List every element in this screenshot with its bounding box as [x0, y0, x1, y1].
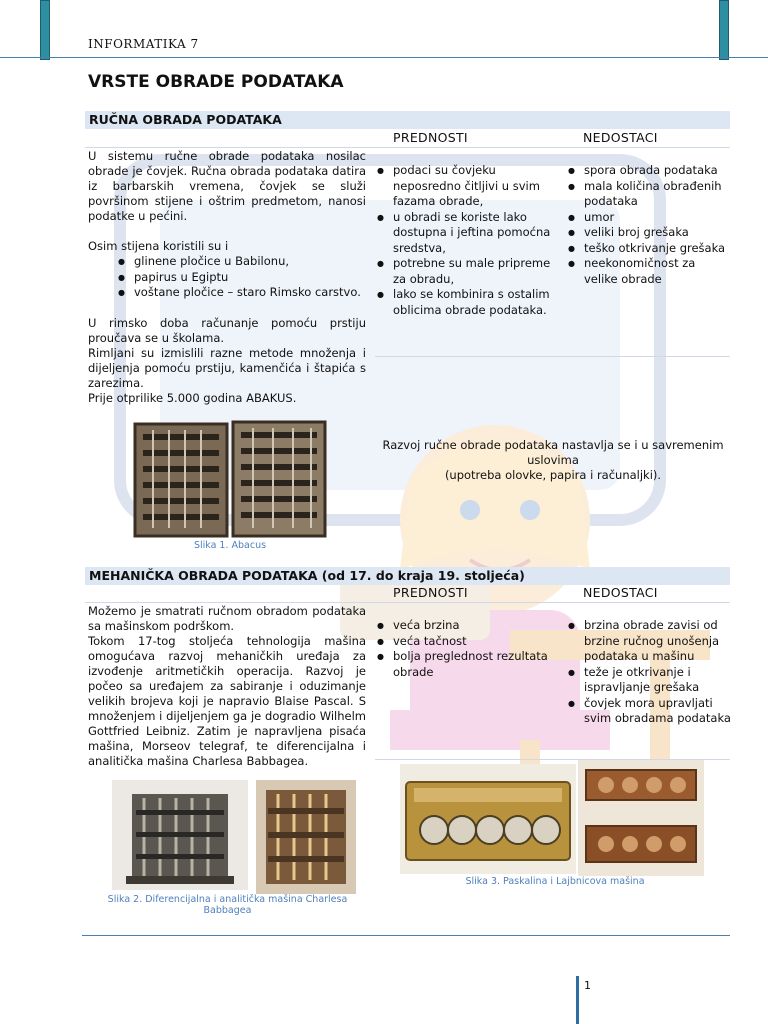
- section-manual-heading: RUČNA OBRADA PODATAKA: [89, 112, 282, 127]
- list-item: ● brzina obrade zavisi od brzine ručnog unošenja podataka u mašinu: [584, 618, 731, 665]
- manual-cons-heading: NEDOSTACI: [583, 130, 658, 145]
- list-item: ● teže je otkrivanje i ispravljanje grešaka: [584, 665, 731, 696]
- list-item: ● umor: [584, 210, 731, 226]
- mechanical-cons-heading: NEDOSTACI: [583, 585, 658, 600]
- list-item: ● u obradi se koriste lako dostupna i jeftina pomoćna sredstva,: [393, 210, 555, 257]
- manual-text-column: [88, 149, 366, 406]
- manual-abakus: Prije otprilike 5.000 godina ABAKUS.: [88, 390, 297, 405]
- list-item: ● potrebne su male pripreme za obradu,: [393, 256, 555, 287]
- mechanical-cons-list: [566, 618, 731, 727]
- leibniz-machine-image: [578, 760, 704, 876]
- manual-note: [378, 438, 728, 483]
- manual-fingers: U rimsko doba računanje pomoću prstiju proučava se u školama.: [88, 315, 366, 345]
- list-item: ● veća tačnost: [393, 634, 555, 650]
- caption-babbage: Slika 2. Diferencijalna i analitička mašina Charlesa Babbagea: [107, 894, 348, 916]
- running-header: INFORMATIKA 7: [88, 37, 199, 51]
- footer-rule: [82, 935, 730, 936]
- caption-pascaline: Slika 3. Paskalina i Lajbnicova mašina: [465, 876, 645, 887]
- manual-pros-list: [375, 163, 555, 318]
- mechanical-header-rule: [85, 602, 730, 603]
- manual-cons-list: [566, 163, 731, 287]
- list-item: ● veliki broj grešaka: [584, 225, 731, 241]
- list-item: ● papirus u Egiptu: [134, 270, 366, 286]
- header-rule: [0, 57, 768, 58]
- manual-intro: U sistemu ručne obrade podataka nosilac obrade je čovjek. Ručna obrada podataka datira iz barbarskih vremena, čovjek se služi površinom stijene i oštrim predmetom, nanosi podatke u pećini.: [88, 149, 366, 223]
- mechanical-pros-heading: PREDNOSTI: [393, 585, 468, 600]
- list-item: ● glinene pločice u Babilonu,: [134, 254, 366, 270]
- manual-note-line1: Razvoj ručne obrade podataka nastavlja se i u savremenim uslovima: [382, 438, 724, 467]
- page-number: 1: [584, 979, 591, 992]
- page-number-bar: [576, 976, 579, 1024]
- list-item: ● neekonomičnost za velike obrade: [584, 256, 731, 287]
- list-item: ● čovjek mora upravljati svim obradama podataka: [584, 696, 731, 727]
- pascaline-image: [400, 764, 576, 874]
- header-tab-left: [40, 0, 50, 60]
- list-item: ● mala količina obrađenih podataka: [584, 179, 731, 210]
- manual-lists-rule: [375, 356, 730, 357]
- section-manual-bar: [85, 111, 730, 129]
- manual-note-line2: (upotreba olovke, papira i računaljki).: [444, 468, 662, 482]
- header-tab-right: [719, 0, 729, 60]
- abacus-image: [133, 420, 327, 540]
- section-mechanical-heading: MEHANIČKA OBRADA PODATAKA (od 17. do kraja 19. stoljeća): [89, 568, 525, 583]
- list-item: ● bolja preglednost rezultata obrade: [393, 649, 555, 680]
- analytical-engine-image: [256, 780, 356, 894]
- list-item: ● veća brzina: [393, 618, 555, 634]
- manual-romans: Rimljani su izmislili razne metode množenja i dijeljenja pomoću prstiju, kamenčića i štapića s zarezima.: [88, 345, 366, 390]
- list-item: ● spora obrada podataka: [584, 163, 731, 179]
- page-title: VRSTE OBRADE PODATAKA: [88, 72, 344, 92]
- section-mechanical-bar: [85, 567, 730, 585]
- manual-also-label: Osim stijena koristili su i: [88, 239, 229, 253]
- caption-abacus: Slika 1. Abacus: [193, 540, 267, 551]
- mechanical-text-column: [88, 604, 366, 769]
- mechanical-p1: Možemo je smatrati ručnom obradom podataka sa mašinskom podrškom.: [88, 604, 366, 633]
- manual-pros-heading: PREDNOSTI: [393, 130, 468, 145]
- list-item: ● podaci su čovjeku neposredno čitljivi u svim fazama obrade,: [393, 163, 555, 210]
- list-item: ● voštane pločice – staro Rimsko carstvo.: [134, 285, 366, 301]
- manual-header-rule: [85, 147, 730, 148]
- tablets-list: [88, 254, 366, 301]
- list-item: ● teško otkrivanje grešaka: [584, 241, 731, 257]
- mechanical-pros-list: [375, 618, 555, 680]
- mechanical-p2: Tokom 17-tog stoljeća tehnologija mašina omogućava razvoj mehaničkih uređaja za izvođenje aritmetičkih operacija. Razvoj je počeo sa uređajem za sabiranje i oduzimanje velikih brojeva koji je napravio Blaise Pascal. S množenjem i dijeljenjem ga je dogradio Wilhelm Gottfried Leibniz. Zatim je napravljena pisaća mašina, Morseov telegraf, te diferencijalna i analitička mašina Charlesa Babbagea.: [88, 634, 366, 768]
- difference-engine-image: [112, 780, 248, 890]
- list-item: ● lako se kombinira s ostalim oblicima obrade podataka.: [393, 287, 555, 318]
